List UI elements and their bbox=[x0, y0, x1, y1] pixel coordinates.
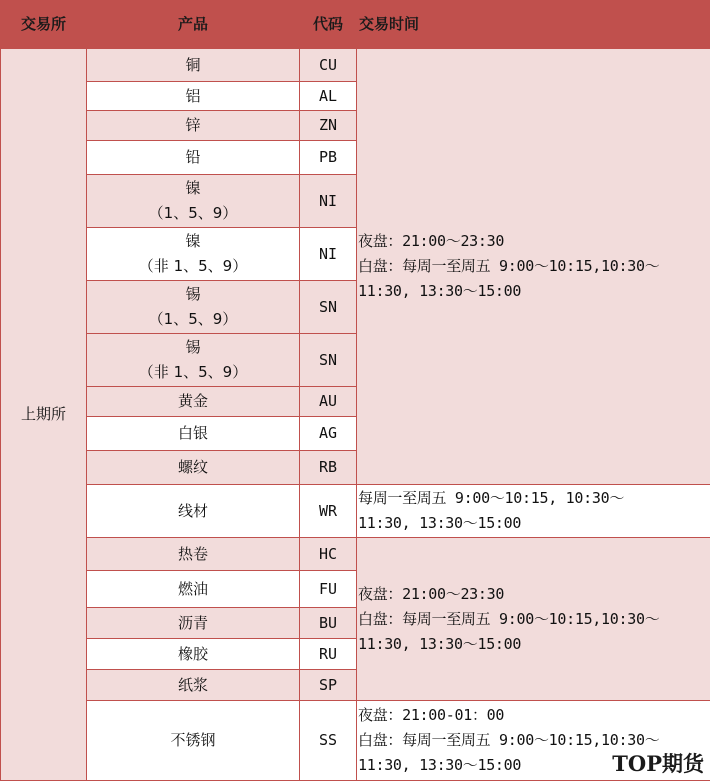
product-cell: 镍 （非 1、5、9） bbox=[87, 228, 300, 281]
code-cell: AL bbox=[300, 82, 357, 111]
product-cell: 锡 （非 1、5、9） bbox=[87, 334, 300, 387]
product-cell: 橡胶 bbox=[87, 639, 300, 670]
header-product: 产品 bbox=[87, 1, 300, 49]
product-cell: 铝 bbox=[87, 82, 300, 111]
header-row bbox=[1, 1, 710, 49]
code-cell: WR bbox=[300, 485, 357, 538]
code-cell: SN bbox=[300, 334, 357, 387]
code-cell: NI bbox=[300, 175, 357, 228]
product-cell: 沥青 bbox=[87, 608, 300, 639]
product-cell: 螺纹 bbox=[87, 451, 300, 485]
code-cell: CU bbox=[300, 49, 357, 82]
product-cell: 不锈钢 bbox=[87, 701, 300, 781]
product-cell: 铜 bbox=[87, 49, 300, 82]
code-cell: HC bbox=[300, 538, 357, 571]
code-cell: FU bbox=[300, 571, 357, 608]
trading-time-cell: 夜盘：21:00～23:30 白盘：每周一至周五 9:00～10:15,10:30～ 11:30, 13:30～15:00 bbox=[357, 49, 710, 485]
code-cell: SP bbox=[300, 670, 357, 701]
exchange-cell: 上期所 bbox=[1, 49, 87, 781]
product-cell: 线材 bbox=[87, 485, 300, 538]
product-cell: 热卷 bbox=[87, 538, 300, 571]
header-code: 代码 bbox=[300, 1, 357, 49]
code-cell: RU bbox=[300, 639, 357, 670]
product-cell: 锡 （1、5、9） bbox=[87, 281, 300, 334]
code-cell: BU bbox=[300, 608, 357, 639]
code-cell: SN bbox=[300, 281, 357, 334]
trading-time-cell: 每周一至周五 9:00～10:15, 10:30～ 11:30, 13:30～15:00 bbox=[357, 485, 710, 538]
code-cell: NI bbox=[300, 228, 357, 281]
table-row bbox=[1, 485, 710, 538]
code-cell: SS bbox=[300, 701, 357, 781]
product-cell: 铅 bbox=[87, 141, 300, 175]
product-cell: 镍 （1、5、9） bbox=[87, 175, 300, 228]
product-cell: 纸浆 bbox=[87, 670, 300, 701]
product-cell: 锌 bbox=[87, 111, 300, 141]
watermark-logo: TOP期货 bbox=[612, 751, 704, 776]
code-cell: AG bbox=[300, 417, 357, 451]
product-cell: 黄金 bbox=[87, 387, 300, 417]
header-time: 交易时间 bbox=[357, 1, 710, 49]
code-cell: PB bbox=[300, 141, 357, 175]
table-row bbox=[1, 538, 710, 571]
table-row bbox=[1, 49, 710, 82]
code-cell: ZN bbox=[300, 111, 357, 141]
header-exchange: 交易所 bbox=[1, 1, 87, 49]
table-row bbox=[1, 701, 710, 781]
product-cell: 白银 bbox=[87, 417, 300, 451]
code-cell: AU bbox=[300, 387, 357, 417]
code-cell: RB bbox=[300, 451, 357, 485]
trading-time-cell: 夜盘：21:00-01：00 白盘：每周一至周五 9:00～10:15,10:30～ 11:30, 13:30～15:00 bbox=[357, 701, 710, 781]
product-cell: 燃油 bbox=[87, 571, 300, 608]
trading-time-cell: 夜盘：21:00～23:30 白盘：每周一至周五 9:00～10:15,10:30～ 11:30, 13:30～15:00 bbox=[357, 538, 710, 701]
